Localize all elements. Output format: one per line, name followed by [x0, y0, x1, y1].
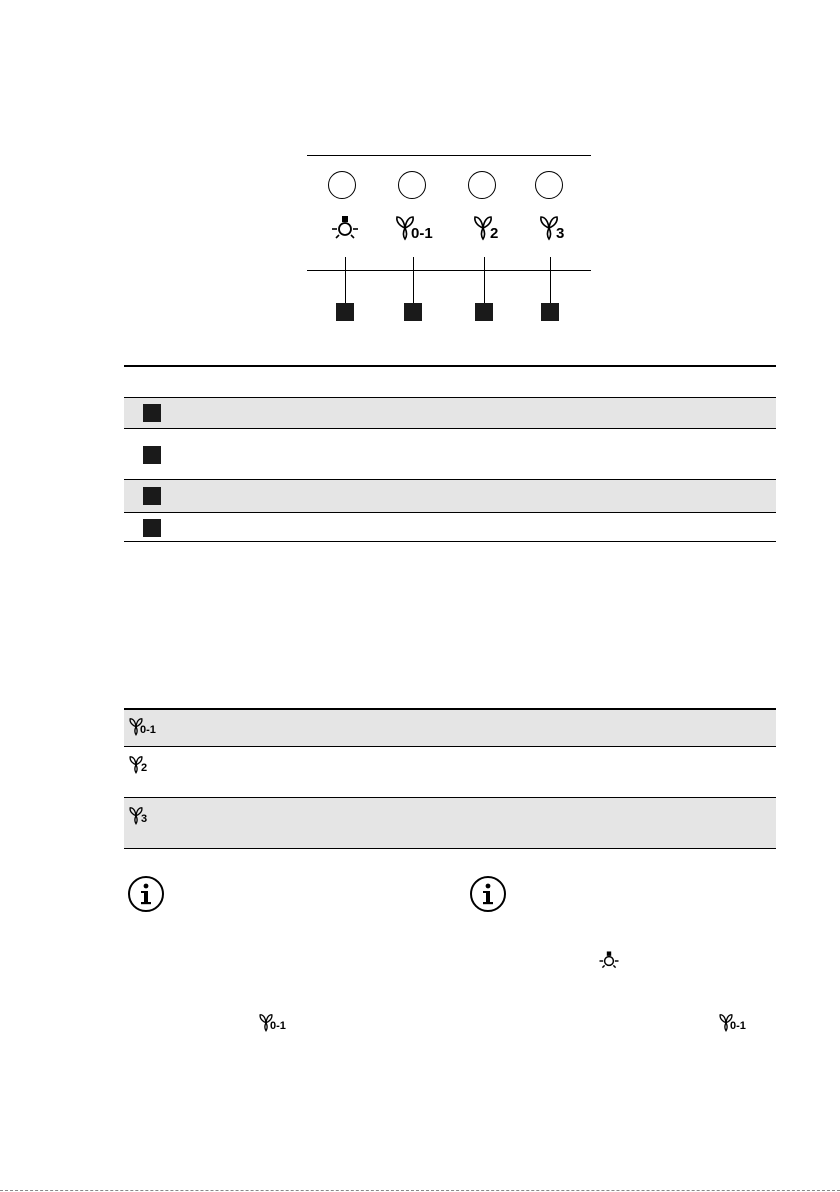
speed-row-label: 0-1: [140, 724, 156, 736]
speed-row: [124, 798, 776, 848]
leader-line: [345, 257, 346, 303]
table-row-marker: [143, 446, 161, 464]
table-header-rule: [124, 365, 776, 367]
fan-speed-3-symbol: [538, 214, 572, 244]
callout-marker: [404, 303, 422, 321]
table-row-rule: [124, 479, 776, 480]
light-bulb-icon: [598, 950, 620, 972]
speed-row-symbol: [128, 754, 172, 778]
callout-marker: [336, 303, 354, 321]
speed-row-label: 2: [141, 762, 148, 774]
callout-marker: [541, 303, 559, 321]
fan-speed-3-text: 3: [556, 225, 565, 242]
speed-table-bottom-rule: [124, 848, 776, 849]
fan-speed-2-symbol: [472, 214, 506, 244]
light-button[interactable]: [328, 171, 356, 199]
leader-line: [550, 257, 551, 303]
info-icon: [468, 874, 508, 914]
panel-top-edge: [307, 155, 591, 156]
speed-row-symbol: [128, 805, 172, 829]
info-note-left: [124, 866, 444, 1066]
fan-speed-3-button[interactable]: [535, 171, 563, 199]
panel-bottom-edge: [307, 270, 591, 271]
fan-speed-1-symbol: [394, 214, 444, 244]
inline-fan-speed-1-symbol: [258, 1012, 302, 1036]
table-bottom-rule: [124, 541, 776, 542]
table-row-rule: [124, 397, 776, 398]
table-row-rule: [124, 512, 776, 513]
speed-row-label: 3: [141, 813, 148, 825]
speed-row-rule: [124, 746, 776, 747]
callout-marker: [475, 303, 493, 321]
table-row-marker: [143, 487, 161, 505]
table-row: [124, 398, 776, 428]
control-panel-diagram: [0, 0, 840, 340]
fan-speed-1-button[interactable]: [398, 171, 426, 199]
fan-speed-2-text: 2: [490, 225, 499, 242]
fan-speed-1-text: 0-1: [411, 225, 433, 242]
inline-fan-label: 0-1: [730, 1020, 746, 1032]
inline-fan-label: 0-1: [270, 1020, 286, 1032]
info-icon: [126, 874, 166, 914]
inline-fan-speed-1-symbol: [718, 1012, 762, 1036]
speed-row: [124, 710, 776, 746]
page-bottom-edge: [0, 1190, 840, 1191]
speed-row-symbol: [128, 716, 172, 740]
light-bulb-icon: [330, 214, 360, 244]
leader-line: [413, 257, 414, 303]
table-row-marker: [143, 404, 161, 422]
table-row-rule: [124, 428, 776, 429]
table-row: [124, 480, 776, 512]
table-row-marker: [143, 519, 161, 537]
info-note-right: [466, 866, 786, 1066]
fan-speed-2-button[interactable]: [468, 171, 496, 199]
leader-line: [484, 257, 485, 303]
